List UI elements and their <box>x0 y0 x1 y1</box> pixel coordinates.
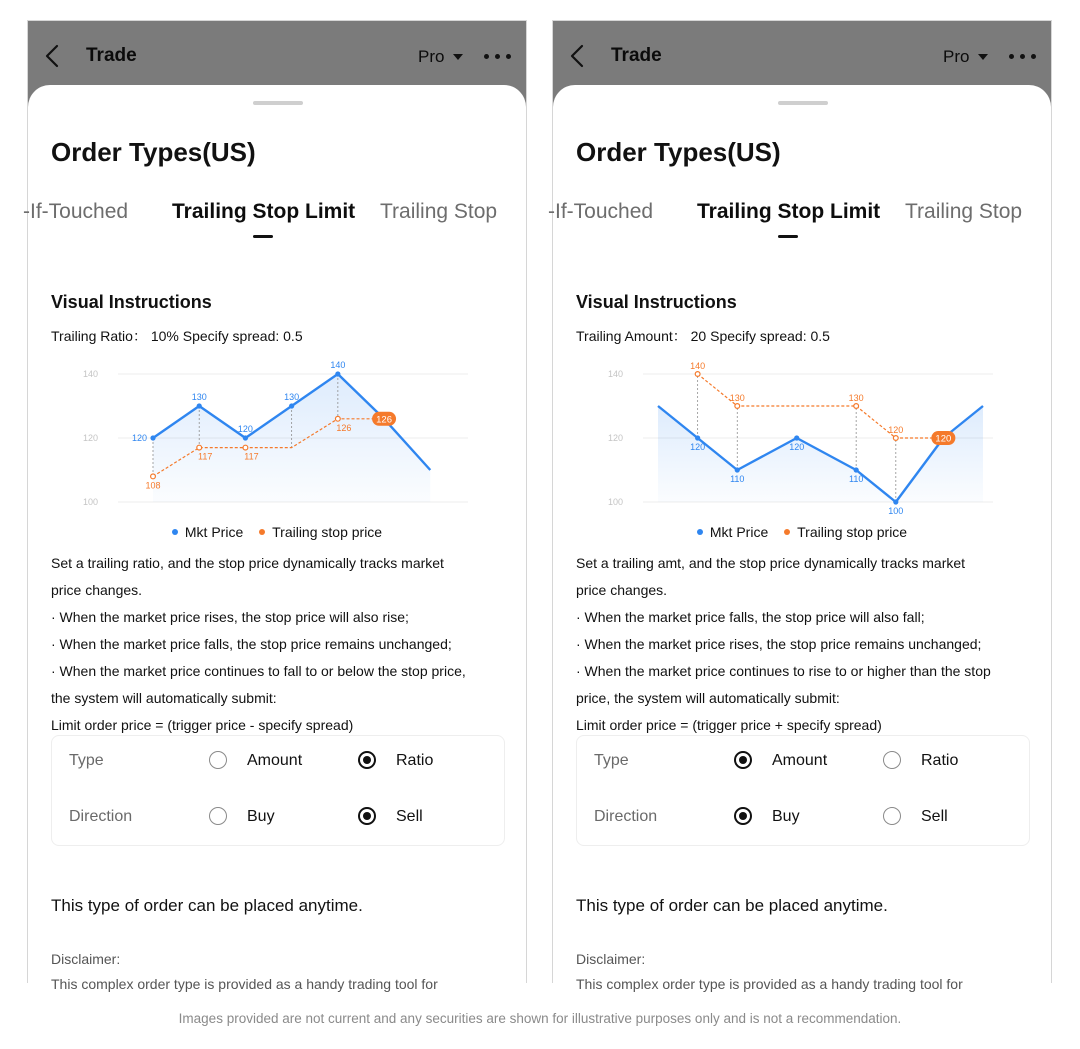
trailing-stop-point <box>335 416 340 421</box>
trailing-stop-label: 140 <box>690 361 706 371</box>
type-amount-label[interactable]: Amount <box>772 752 828 769</box>
direction-sell-radio[interactable] <box>883 807 901 825</box>
direction-label: Direction <box>69 808 133 825</box>
trailing-stop-label: 108 <box>145 480 161 491</box>
legend-dot-icon <box>784 529 790 535</box>
type-option-row <box>577 748 1029 778</box>
mkt-price-label: 120 <box>690 442 706 452</box>
mkt-price-point <box>335 371 340 376</box>
mkt-price-label: 130 <box>284 392 300 402</box>
description-line: · When the market price rises, the stop price remains unchanged; <box>576 636 982 652</box>
trailing-stop-point <box>854 404 859 409</box>
trailing-params: Trailing Amount： 20 Specify spread: 0.5 <box>576 328 830 344</box>
mkt-price-label: 120 <box>789 442 805 452</box>
sheet-title: Order Types(US) <box>576 137 781 167</box>
active-tab-indicator <box>778 235 798 238</box>
direction-label: Direction <box>594 808 658 825</box>
direction-option-row <box>52 804 504 834</box>
order-types-sheet <box>548 85 1051 992</box>
description-line: price changes. <box>51 582 143 598</box>
availability-note: This type of order can be placed anytime. <box>576 896 888 915</box>
description-line: · When the market price continues to fall to or below the stop price, <box>51 663 466 679</box>
legend-label: Trailing stop price <box>797 524 908 540</box>
direction-buy-radio[interactable] <box>209 807 227 825</box>
trailing-stop-chart <box>83 345 473 505</box>
type-ratio-radio[interactable] <box>883 751 901 769</box>
description-line: Set a trailing ratio, and the stop price dynamically tracks market <box>51 555 444 571</box>
description-line: · When the market price continues to rise to or higher than the stop <box>576 663 991 679</box>
section-title: Visual Instructions <box>576 292 737 312</box>
trailing-stop-chart <box>608 345 998 516</box>
mkt-price-point <box>695 435 700 440</box>
description-line: the system will automatically submit: <box>51 690 277 706</box>
legend-dot-icon <box>697 529 703 535</box>
chart-legend <box>553 524 1051 540</box>
caret-down-icon[interactable] <box>453 54 463 60</box>
order-type-tabs <box>548 200 1051 240</box>
back-arrow-icon[interactable] <box>567 43 589 69</box>
sheet-drag-handle[interactable] <box>778 101 828 105</box>
order-type-tabs <box>23 200 526 240</box>
trailing-stop-label: 120 <box>888 425 904 435</box>
description-line: Limit order price = (trigger price - specify spread) <box>51 717 354 733</box>
section-title: Visual Instructions <box>51 292 212 312</box>
order-types-sheet <box>23 85 526 992</box>
mkt-price-point <box>854 467 859 472</box>
tab-trailing-stop-limit[interactable]: Trailing Stop Limit <box>172 200 356 223</box>
direction-sell-label[interactable]: Sell <box>921 808 948 825</box>
legend-label: Trailing stop price <box>272 524 383 540</box>
trigger-badge-label: 120 <box>935 433 952 445</box>
type-ratio-label[interactable]: Ratio <box>396 752 434 769</box>
top-bar <box>28 21 526 91</box>
description-text <box>51 550 511 739</box>
sheet-title: Order Types(US) <box>51 137 256 167</box>
page-title: Trade <box>86 45 137 66</box>
mkt-price-label: 110 <box>848 474 864 484</box>
y-tick-label: 100 <box>608 497 624 507</box>
legend-item-trail <box>259 524 382 540</box>
order-options-card <box>51 735 505 846</box>
legend-dot-icon <box>172 529 178 535</box>
type-amount-radio[interactable] <box>734 751 752 769</box>
mkt-price-point <box>735 467 740 472</box>
trailing-stop-label: 130 <box>848 393 864 403</box>
description-text <box>576 550 1036 739</box>
direction-buy-label[interactable]: Buy <box>247 808 275 825</box>
caret-down-icon[interactable] <box>978 54 988 60</box>
trailing-stop-label: 117 <box>244 451 259 462</box>
direction-sell-radio[interactable] <box>358 807 376 825</box>
availability-note: This type of order can be placed anytime. <box>51 896 363 915</box>
type-label: Type <box>69 752 104 769</box>
type-amount-radio[interactable] <box>209 751 227 769</box>
mkt-price-point <box>893 499 898 504</box>
direction-sell-label[interactable]: Sell <box>396 808 423 825</box>
mkt-price-point <box>150 435 155 440</box>
phone-screen-ratio <box>23 20 527 992</box>
mkt-price-point <box>794 435 799 440</box>
tab-market-if-touched[interactable]: -If-Touched <box>23 200 129 223</box>
back-arrow-icon[interactable] <box>42 43 64 69</box>
more-options-icon[interactable] <box>1009 54 1037 60</box>
y-tick-label: 140 <box>608 369 624 379</box>
tab-trailing-stop[interactable]: Trailing Stop <box>905 200 1023 223</box>
legend-label: Mkt Price <box>184 524 244 540</box>
tab-market-if-touched[interactable]: -If-Touched <box>548 200 654 223</box>
order-options-card <box>576 735 1030 846</box>
mkt-price-label: 120 <box>237 424 253 434</box>
mkt-price-area <box>658 406 983 502</box>
sheet-drag-handle[interactable] <box>253 101 303 105</box>
y-tick-label: 140 <box>83 369 99 379</box>
description-line: price, the system will automatically submit: <box>576 690 840 706</box>
trailing-stop-label: 126 <box>336 422 352 433</box>
description-line: · When the market price falls, the stop price will also fall; <box>576 609 925 625</box>
mkt-price-label: 110 <box>730 474 745 484</box>
disclaimer-text: This complex order type is provided as a handy trading tool for <box>51 976 438 992</box>
more-options-icon[interactable] <box>484 54 512 60</box>
description-line: Limit order price = (trigger price + specify spread) <box>576 717 882 733</box>
mkt-price-point <box>243 435 248 440</box>
trailing-stop-point <box>893 436 898 441</box>
y-tick-label: 120 <box>83 433 99 443</box>
direction-buy-radio[interactable] <box>734 807 752 825</box>
mkt-price-point <box>197 403 202 408</box>
direction-buy-label[interactable]: Buy <box>772 808 800 825</box>
type-amount-label[interactable]: Amount <box>247 752 303 769</box>
trailing-stop-label: 117 <box>198 451 213 462</box>
footer-disclaimer: Images provided are not current and any securities are shown for illustrative purposes only and is not a recommendation. <box>178 1011 902 1026</box>
mkt-price-label: 140 <box>330 360 346 370</box>
legend-dot-icon <box>259 529 265 535</box>
trailing-stop-label: 130 <box>729 393 745 403</box>
type-label: Type <box>594 752 629 769</box>
legend-label: Mkt Price <box>709 524 769 540</box>
trailing-stop-point <box>243 445 248 450</box>
trigger-badge-label: 126 <box>376 414 392 426</box>
legend-item-mkt <box>172 524 243 540</box>
description-line: · When the market price rises, the stop price will also rise; <box>51 609 409 625</box>
disclaimer-title: Disclaimer: <box>576 951 646 967</box>
tab-trailing-stop-limit[interactable]: Trailing Stop Limit <box>697 200 881 223</box>
y-tick-label: 120 <box>608 433 624 443</box>
type-option-row <box>52 748 504 778</box>
y-tick-label: 100 <box>83 497 99 507</box>
page-title: Trade <box>611 45 662 66</box>
legend-item-trail <box>784 524 907 540</box>
disclaimer-title: Disclaimer: <box>51 951 121 967</box>
mkt-price-point <box>289 403 294 408</box>
type-ratio-label[interactable]: Ratio <box>921 752 959 769</box>
description-line: price changes. <box>576 582 668 598</box>
description-line: · When the market price falls, the stop price remains unchanged; <box>51 636 452 652</box>
description-line: Set a trailing amt, and the stop price dynamically tracks market <box>576 555 966 571</box>
trailing-stop-point <box>735 404 740 409</box>
tab-trailing-stop[interactable]: Trailing Stop <box>380 200 498 223</box>
disclaimer-text: This complex order type is provided as a handy trading tool for <box>576 976 963 992</box>
mkt-price-label: 130 <box>191 392 207 402</box>
trailing-stop-point <box>197 445 202 450</box>
trailing-params: Trailing Ratio： 10% Specify spread: 0.5 <box>51 328 303 344</box>
chart-legend <box>28 524 526 540</box>
type-ratio-radio[interactable] <box>358 751 376 769</box>
mkt-price-label: 120 <box>131 433 147 443</box>
active-tab-indicator <box>253 235 273 238</box>
legend-item-mkt <box>697 524 768 540</box>
mkt-price-label: 100 <box>888 506 904 516</box>
trailing-stop-point <box>151 474 156 479</box>
pro-mode-dropdown[interactable]: Pro <box>943 47 970 66</box>
phone-screen-amount <box>548 20 1052 992</box>
top-bar <box>553 21 1051 91</box>
direction-option-row <box>577 804 1029 834</box>
pro-mode-dropdown[interactable]: Pro <box>418 47 445 66</box>
trailing-stop-point <box>695 372 700 377</box>
